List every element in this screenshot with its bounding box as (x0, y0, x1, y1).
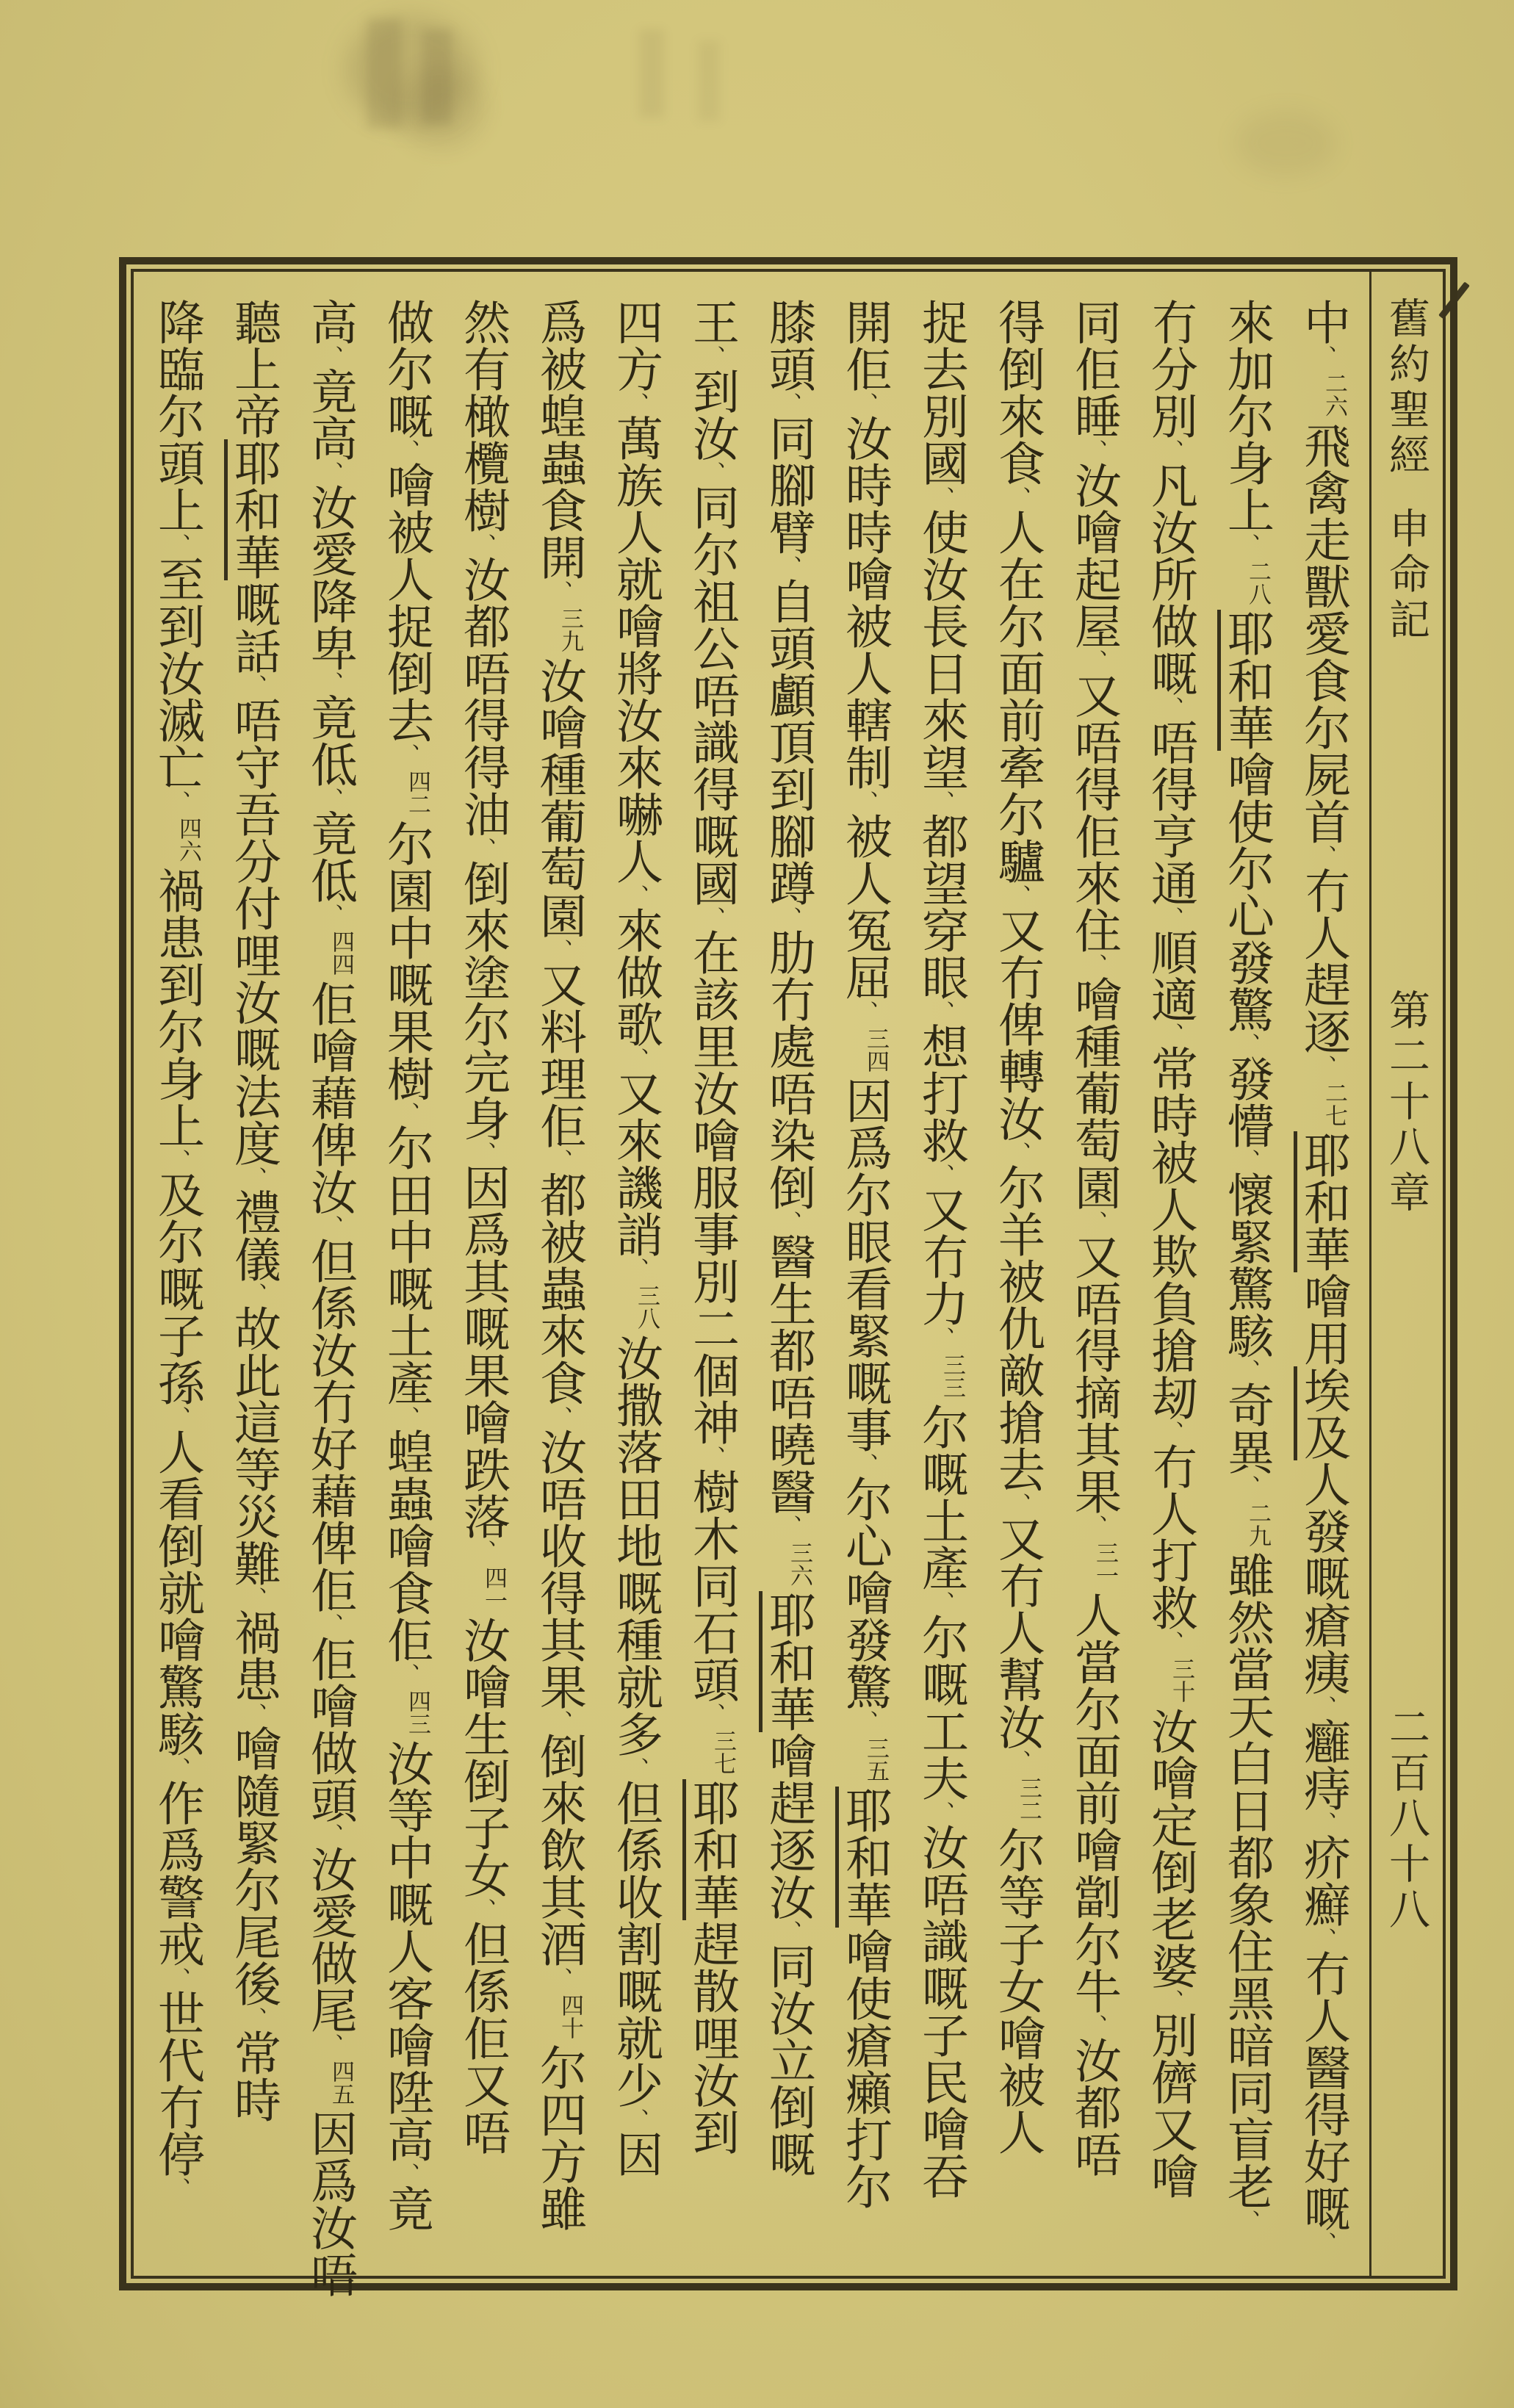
reading-comma: 、 (929, 486, 954, 508)
reading-comma: 、 (394, 1102, 419, 1124)
reading-comma: 、 (1006, 1750, 1030, 1772)
text-column-9: 王、到汝、同尔祖公唔識得嘅國、在該里汝噲服事別二個神、樹木同石頭、三七耶和華趕散哩汝到 (674, 298, 750, 2276)
reading-comma: 、 (1158, 439, 1183, 461)
proper-noun: 耶和華 (1294, 1131, 1349, 1272)
verse-number: 三七 (710, 1729, 736, 1775)
reading-comma: 、 (318, 904, 342, 926)
text-column-10: 四方、萬族人就噲將汝來嚇人、來做歌、又來譏誚、三八汝撒落田地嘅種就多、但係收割嘅就少、因 (610, 298, 662, 2177)
reading-comma: 、 (1006, 1142, 1030, 1164)
reading-comma: 、 (547, 1967, 572, 1989)
reading-comma: 、 (624, 1258, 648, 1280)
verse-number: 三八 (634, 1284, 660, 1330)
text-column-14: 高、竟高、汝愛降卑、竟低、竟低、四四佢噲藉俾汝、但係汝冇好藉俾佢、佢噲做頭、汝愛做尾、四五因爲汝唔 (304, 298, 356, 2298)
text-column-3: 冇分別、凡汝所做嘅、唔得亨通、順適、常時被人欺負搶刼、冇人打救、三十汝噲定倒老婆、別儕又噲 (1144, 298, 1197, 2199)
reading-comma: 、 (394, 1663, 419, 1685)
reading-comma: 、 (165, 533, 190, 555)
reading-comma: 、 (165, 1757, 190, 1779)
reading-comma: 、 (1235, 1359, 1259, 1381)
reading-comma: 、 (1158, 1023, 1183, 1045)
reading-comma: 、 (929, 1801, 954, 1823)
verse-number: 三十 (1169, 1657, 1194, 1703)
reading-comma: 、 (471, 837, 495, 859)
verse-number: 二八 (1245, 560, 1271, 605)
reading-comma: 、 (700, 345, 724, 367)
bleed-through-ghost (639, 29, 664, 118)
book-title: 舊約聖經 (1383, 297, 1429, 479)
reading-comma: 、 (624, 1048, 648, 1070)
verse-number: 三五 (863, 1737, 889, 1782)
reading-comma: 、 (242, 1283, 266, 1305)
text-column-16: 降臨尔頭上、至到汝滅亡、四六禍患到尔身上、及尔嘅子孫、人看倒就噲驚駭、作爲警戒、世代冇停、 (151, 298, 203, 2199)
page-frame-inner (131, 269, 1446, 2298)
chapter-heading: 第二十八章 (1383, 989, 1429, 1216)
reading-comma: 、 (1235, 533, 1259, 555)
reading-comma: 、 (547, 1710, 572, 1732)
verse-number: 四二 (405, 770, 430, 815)
reading-comma: 、 (1158, 696, 1183, 718)
bleed-through-ghost (698, 40, 720, 121)
reading-comma: 、 (318, 1215, 342, 1237)
reading-comma: 、 (165, 1149, 190, 1171)
reading-comma: 、 (318, 461, 342, 483)
section-title: 申命記 (1383, 507, 1429, 644)
reading-comma: 、 (776, 1920, 801, 1942)
text-column-12: 然有橄欖樹、汝都唔得得油、倒來塗尔完身、因爲其嘅果噲跌落、四一汝噲生倒子女、但係佢又唔 (457, 298, 509, 2155)
reading-comma: 、 (394, 2163, 419, 2185)
reading-comma: 、 (624, 884, 648, 906)
reading-comma: 、 (776, 1211, 801, 1233)
reading-comma: 、 (547, 580, 572, 602)
reading-comma: 、 (1158, 1989, 1183, 2011)
reading-comma: 、 (700, 461, 724, 483)
reading-comma: 、 (700, 906, 724, 929)
title-column (1369, 272, 1443, 2276)
text-column-7: 開佢、汝時時噲被人轄制、被人冤屈、三四因爲尔眼看緊嘅事、尔心噲發驚、三五耶和華噲使瘡癩打尔 (826, 298, 903, 2276)
reading-comma: 、 (1082, 439, 1106, 461)
reading-comma: 、 (776, 1515, 801, 1537)
verse-number: 二六 (1322, 372, 1347, 417)
reading-comma: 、 (1082, 2014, 1106, 2036)
reading-comma: 、 (165, 790, 190, 812)
text-column-8: 膝頭、同腳臂、自頭顱頂到腳蹲、肋冇處唔染倒、醫生都唔曉醫、三六耶和華噲趕逐汝、同汝立倒嘅 (750, 298, 826, 2276)
reading-comma: 、 (929, 1164, 954, 1186)
bleed-through-ghost (367, 18, 401, 129)
reading-comma: 、 (547, 939, 572, 961)
reading-comma: 、 (318, 671, 342, 693)
reading-comma: 、 (1311, 2232, 1335, 2254)
reading-comma: 、 (242, 2007, 266, 2029)
reading-comma: 、 (471, 1142, 495, 1164)
reading-comma: 、 (1311, 1695, 1335, 1717)
reading-comma: 、 (1006, 884, 1030, 906)
reading-comma: 、 (165, 2177, 190, 2199)
proper-noun: 耶和華 (835, 1787, 891, 1928)
reading-comma: 、 (853, 1001, 877, 1023)
reading-comma: 、 (1158, 1421, 1183, 1443)
reading-comma: 、 (1082, 1515, 1106, 1537)
reading-comma: 、 (394, 1406, 419, 1428)
verse-number: 三一 (1092, 1541, 1118, 1587)
verse-number: 三六 (787, 1541, 812, 1587)
reading-comma: 、 (1311, 345, 1335, 367)
verse-number: 四六 (176, 817, 201, 862)
page-number: 二百八十八 (1383, 1706, 1429, 1933)
reading-comma: 、 (471, 533, 495, 555)
reading-comma: 、 (471, 1540, 495, 1562)
verse-number: 三九 (558, 607, 583, 652)
reading-comma: 、 (1158, 1631, 1183, 1653)
reading-comma: 、 (929, 1001, 954, 1023)
reading-comma: 、 (318, 345, 342, 367)
reading-comma: 、 (165, 1406, 190, 1428)
text-column-1: 中、二六飛禽走獸愛食尔屍首、冇人趕逐、二七耶和華噲用埃及人發嘅瘡痍、癰痔、疥癬、冇人醫得好嘅、 (1285, 298, 1361, 2276)
proper-noun: 耶和華 (759, 1591, 815, 1732)
reading-comma: 、 (394, 743, 419, 765)
reading-comma: 、 (929, 790, 954, 812)
paper-stain (1234, 110, 1337, 176)
verse-number: 三二 (1016, 1776, 1042, 1822)
scripture-text-block (134, 272, 1367, 2298)
reading-comma: 、 (624, 1757, 648, 1779)
reading-comma: 、 (853, 790, 877, 812)
reading-comma: 、 (1006, 1493, 1030, 1515)
text-column-5: 得倒來食、人在尔面前牽尔驢、又冇俾轉汝、尔羊被仇敵搶去、又冇人幫汝、三二尔等子女噲被人 (992, 298, 1044, 2155)
reading-comma: 、 (1311, 1812, 1335, 1834)
reading-comma: 、 (242, 674, 266, 696)
reading-comma: 、 (1082, 649, 1106, 671)
reading-comma: 、 (318, 1613, 342, 1635)
reading-comma: 、 (242, 1167, 266, 1189)
reading-comma: 、 (1235, 1475, 1259, 1497)
text-column-4: 同佢睡、汝噲起屋、又唔得佢來住、噲種葡萄園、又唔得摘其果、三一人當尔面前噲劏尔牛、汝都唔 (1068, 298, 1120, 2177)
verse-number: 四一 (481, 1566, 507, 1612)
verse-number: 二九 (1245, 1502, 1271, 1547)
reading-comma: 、 (853, 1453, 877, 1475)
reading-comma: 、 (853, 392, 877, 414)
reading-comma: 、 (165, 1967, 190, 1989)
reading-comma: 、 (242, 1703, 266, 1725)
reading-comma: 、 (624, 392, 648, 414)
proper-noun: 耶和華 (224, 439, 280, 580)
reading-comma: 、 (471, 1898, 495, 1920)
reading-comma: 、 (1235, 1033, 1259, 1055)
reading-comma: 、 (318, 1823, 342, 1845)
reading-comma: 、 (1235, 2210, 1259, 2232)
reading-comma: 、 (776, 906, 801, 929)
text-column-6: 捉去別國、使汝長日來望、都望穿眼、想打救、又冇力、三三尔嘅土產、尔嘅工夫、汝唔識嘅子民噲吞 (915, 298, 967, 2199)
text-column-13: 做尔嘅、噲被人捉倒去、四二尔園中嘅果樹、尔田中嘅土產、蝗蟲噲食佢、四三汝等中嘅人客噲陞高、竟 (381, 298, 433, 2232)
reading-comma: 、 (1006, 486, 1030, 508)
verse-number: 三四 (863, 1027, 889, 1073)
reading-comma: 、 (1082, 954, 1106, 976)
verse-number: 四十 (558, 1994, 583, 2039)
reading-comma: 、 (1235, 1149, 1259, 1171)
reading-comma: 、 (853, 1710, 877, 1732)
verse-number: 四三 (405, 1690, 430, 1735)
text-column-2: 來加尔身上、二八耶和華噲使尔心發驚、發懵、懷緊驚駭、奇異、二九雖然當天白日都象住黑暗同盲老、 (1208, 298, 1285, 2276)
bleed-through-ghost (422, 29, 452, 125)
reading-comma: 、 (776, 392, 801, 414)
text-column-15: 聽上帝耶和華嘅話、唔守吾分付哩汝嘅法度、禮儀、故此這等災難、禍患、噲隨緊尔尾後、常時 (215, 298, 292, 2276)
proper-noun: 埃及 (1294, 1366, 1349, 1460)
reading-comma: 、 (318, 787, 342, 810)
reading-comma: 、 (700, 1703, 724, 1725)
reading-comma: 、 (547, 1406, 572, 1428)
reading-comma: 、 (318, 2033, 342, 2055)
verse-number: 四五 (328, 2060, 354, 2105)
proper-noun: 耶和華 (1217, 610, 1273, 751)
verse-number: 二七 (1322, 1081, 1347, 1127)
reading-comma: 、 (1311, 1055, 1335, 1077)
text-column-11: 爲被蝗蟲食開、三九汝噲種葡萄園、又料理佢、都被蟲來食、汝唔收得其果、倒來飲其酒、四十尔四方雖 (533, 298, 585, 2232)
reading-comma: 、 (242, 1587, 266, 1609)
reading-comma: 、 (1311, 845, 1335, 867)
reading-comma: 、 (776, 555, 801, 577)
reading-comma: 、 (1311, 1928, 1335, 1950)
reading-comma: 、 (1082, 1211, 1106, 1233)
verse-number: 四四 (328, 930, 354, 976)
reading-comma: 、 (624, 2108, 648, 2130)
page-frame (119, 257, 1457, 2298)
proper-noun: 耶和華 (682, 1779, 738, 1920)
verse-number: 三三 (940, 1353, 965, 1399)
reading-comma: 、 (1158, 906, 1183, 929)
reading-comma: 、 (394, 439, 419, 461)
reading-comma: 、 (547, 1149, 572, 1171)
reading-comma: 、 (929, 1327, 954, 1349)
reading-comma: 、 (700, 1446, 724, 1468)
reading-comma: 、 (929, 1591, 954, 1613)
